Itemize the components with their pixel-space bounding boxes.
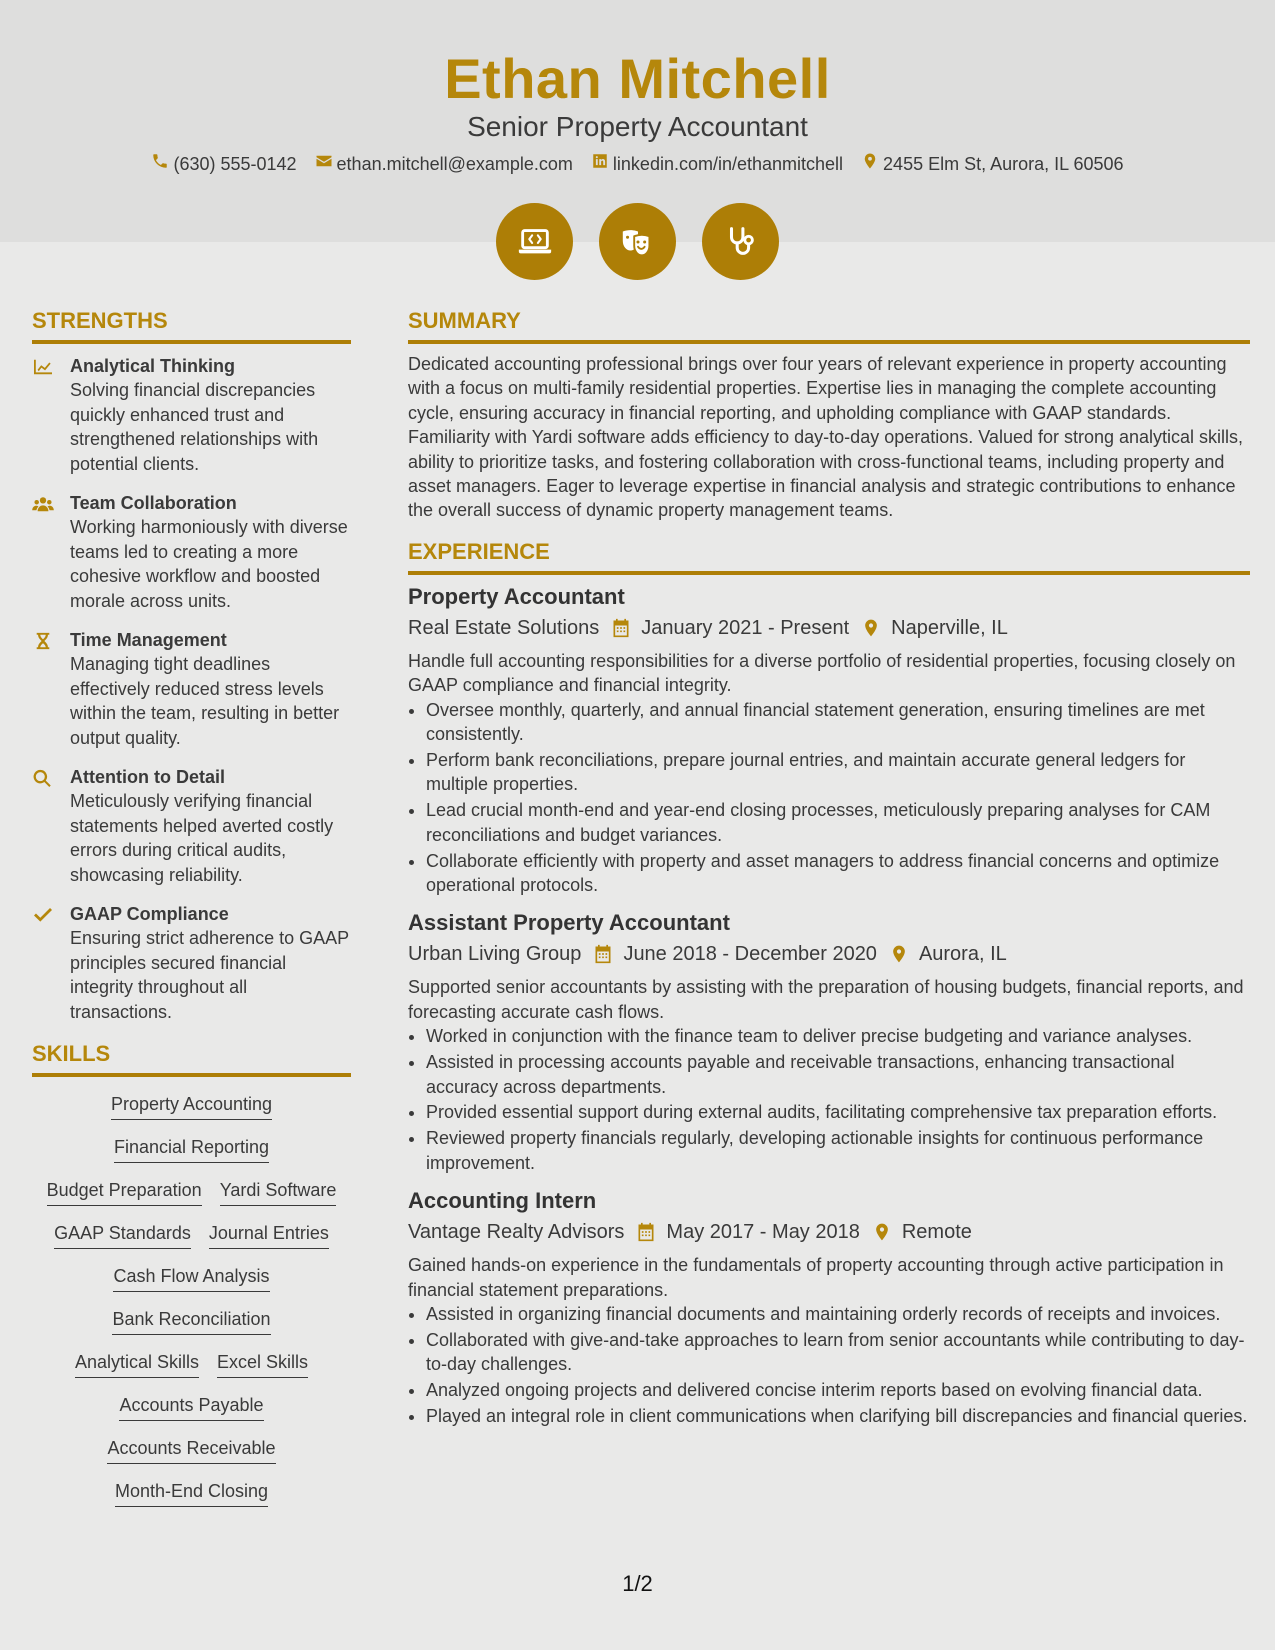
- skill-row: [32, 1478, 351, 1507]
- contact-email[interactable]: [315, 152, 573, 176]
- map-marker-icon: [889, 944, 909, 964]
- strength-title: Attention to Detail: [70, 767, 225, 787]
- bullet-item: • Oversee monthly, quarterly, and annual financial statement generation, ensuring timelines are met consistently.: [426, 698, 1250, 747]
- company-name: Real Estate Solutions: [408, 616, 600, 639]
- linkedin-icon: [591, 152, 609, 176]
- theater-masks-icon: [599, 203, 676, 280]
- job-meta: [408, 613, 1250, 643]
- job-dates: January 2021 - Present: [641, 616, 850, 639]
- bullet-item: • Analyzed ongoing projects and delivered concise interim reports based on evolving financial data.: [426, 1378, 1250, 1402]
- calendar-icon: [593, 944, 613, 964]
- skill-row: [32, 1435, 351, 1464]
- bullet-item: • Lead crucial month-end and year-end closing processes, meticulously preparing analyses for CAM reconciliations and budget variances.: [426, 798, 1250, 847]
- laptop-code-icon: [496, 203, 573, 280]
- skill-tag: Accounts Payable: [119, 1392, 263, 1421]
- users-icon: [32, 491, 56, 613]
- job-title: Assistant Property Accountant: [408, 910, 730, 936]
- bullet-item: • Assisted in organizing financial documents and maintaining orderly records of receipts and invoices.: [426, 1302, 1250, 1326]
- page-number: 1/2: [622, 1571, 653, 1596]
- candidate-title: Senior Property Accountant: [467, 111, 808, 142]
- skill-row: [32, 1177, 351, 1206]
- job-meta: [408, 1217, 1250, 1247]
- skill-tag: Financial Reporting: [114, 1134, 269, 1163]
- skill-tag: Excel Skills: [217, 1349, 308, 1378]
- job-dates: June 2018 - December 2020: [623, 943, 877, 966]
- address-text: 2455 Elm St, Aurora, IL 60506: [883, 154, 1124, 174]
- skill-tag: Property Accounting: [111, 1091, 272, 1120]
- summary-text: Dedicated accounting professional brings over four years of relevant experience in property accounting with a focus on multi-family residential properties. Expertise lies in managing the complete accounting cycle, ensuring accuracy in financial reporting, and upholding compliance with GAAP standards. Familiarity with Yardi software adds efficiency to day-to-day operations. Valued for strong analytical skills, ability to prioritize tasks, and fostering collaboration with cross-functional teams, including property and asset managers. Eager to leverage expertise in financial analysis and strategic contributions to enhance the overall success of dynamic property management teams.: [408, 354, 1244, 521]
- skill-tag: Accounts Receivable: [107, 1435, 275, 1464]
- strength-item: [32, 902, 351, 1024]
- job-meta: [408, 939, 1250, 969]
- strength-item: [32, 491, 351, 613]
- skill-row: [32, 1392, 351, 1421]
- strength-desc: Solving financial discrepancies quickly enhanced trust and strengthened relationships with potential clients.: [70, 380, 319, 474]
- job-bullets: [426, 1024, 1250, 1175]
- job-bullets: [426, 698, 1250, 898]
- job-entry: [408, 581, 1250, 898]
- skill-tag: GAAP Standards: [54, 1220, 191, 1249]
- job-bullets: [426, 1302, 1250, 1429]
- skill-row: [32, 1220, 351, 1249]
- strength-title: GAAP Compliance: [70, 904, 229, 924]
- strength-item: [32, 628, 351, 750]
- skill-row: [32, 1349, 351, 1378]
- bullet-item: • Perform bank reconciliations, prepare journal entries, and maintain accurate general ledgers for multiple properties.: [426, 748, 1250, 797]
- strengths-heading: STRENGTHS: [32, 306, 351, 344]
- skill-tag: Cash Flow Analysis: [113, 1263, 269, 1292]
- job-title: Property Accountant: [408, 583, 625, 609]
- strength-desc: Meticulously verifying financial statements helped averted costly errors during critical audits, showcasing reliability.: [70, 791, 334, 885]
- strength-title: Time Management: [70, 630, 227, 650]
- experience-heading: EXPERIENCE: [408, 537, 1250, 575]
- map-marker-icon: [872, 1222, 892, 1242]
- hourglass-icon: [32, 628, 56, 750]
- right-column: [408, 306, 1250, 1430]
- job-entry: [408, 907, 1250, 1175]
- strength-title: Team Collaboration: [70, 493, 237, 513]
- phone-icon: [151, 152, 169, 176]
- job-entry: [408, 1185, 1250, 1428]
- email-text[interactable]: ethan.mitchell@example.com: [336, 154, 573, 174]
- job-description: Handle full accounting responsibilities for a diverse portfolio of residential properties, focusing closely on GAAP compliance and financial integrity.: [408, 650, 1236, 696]
- linkedin-text[interactable]: linkedin.com/in/ethanmitchell: [612, 154, 844, 174]
- search-icon: [32, 765, 56, 887]
- bullet-item: • Collaborated with give-and-take approaches to learn from senior accountants while contributing to day-to-day challenges.: [426, 1328, 1250, 1377]
- skill-tag: Bank Reconciliation: [112, 1306, 270, 1335]
- skill-tag: Month-End Closing: [115, 1478, 268, 1507]
- envelope-icon: [315, 152, 333, 176]
- skill-tag: Yardi Software: [220, 1177, 337, 1206]
- bullet-item: • Provided essential support during external audits, facilitating comprehensive tax preparation efforts.: [426, 1100, 1250, 1124]
- job-location: Remote: [901, 1221, 972, 1244]
- calendar-icon: [611, 618, 631, 638]
- strength-desc: Working harmoniously with diverse teams led to creating a more cohesive workflow and boosted morale across units.: [70, 517, 348, 611]
- check-icon: [32, 902, 56, 1024]
- bullet-item: • Collaborate efficiently with property and asset managers to address financial concerns and optimize operational protocols.: [426, 849, 1250, 898]
- strength-desc: Ensuring strict adherence to GAAP principles secured financial integrity throughout all transactions.: [70, 928, 349, 1022]
- candidate-name: Ethan Mitchell: [444, 47, 831, 110]
- skills-heading: SKILLS: [32, 1039, 351, 1077]
- skill-tag: Budget Preparation: [47, 1177, 202, 1206]
- badge-icons: [0, 203, 1275, 280]
- strength-title: Analytical Thinking: [70, 356, 236, 376]
- bullet-item: • Reviewed property financials regularly, developing actionable insights for continuous performance improvement.: [426, 1126, 1250, 1175]
- bullet-item: • Played an integral role in client communications when clarifying bill discrepancies and financial queries.: [426, 1404, 1250, 1428]
- strengths-list: [32, 354, 351, 1024]
- strength-item: [32, 765, 351, 887]
- map-marker-icon: [861, 152, 879, 176]
- job-description: Gained hands-on experience in the fundamentals of property accounting through active participation in financial statement preparations.: [408, 1255, 1224, 1300]
- company-name: Urban Living Group: [408, 943, 582, 966]
- bullet-item: • Assisted in processing accounts payable and receivable transactions, enhancing transactional accuracy across departments.: [426, 1050, 1250, 1099]
- contact-phone: [151, 152, 296, 176]
- skill-row: [32, 1263, 351, 1292]
- phone-text: (630) 555-0142: [173, 154, 297, 174]
- stethoscope-icon: [702, 203, 779, 280]
- skill-tag: Analytical Skills: [75, 1349, 199, 1378]
- summary-heading: SUMMARY: [408, 306, 1250, 344]
- contact-bar: [0, 152, 1275, 176]
- calendar-icon: [636, 1222, 656, 1242]
- job-description: Supported senior accountants by assisting with the preparation of housing budgets, financial reports, and forecasting accurate cash flows.: [408, 977, 1244, 1022]
- skills-list: [32, 1091, 351, 1507]
- strength-desc: Managing tight deadlines effectively reduced stress levels within the team, resulting in better output quality.: [70, 654, 340, 748]
- contact-address: [861, 152, 1124, 176]
- left-column: [32, 306, 351, 1507]
- strength-item: [32, 354, 351, 476]
- company-name: Vantage Realty Advisors: [408, 1221, 625, 1244]
- skill-row: [32, 1091, 351, 1120]
- contact-linkedin[interactable]: [591, 152, 843, 176]
- job-dates: May 2017 - May 2018: [666, 1221, 860, 1244]
- job-location: Aurora, IL: [918, 943, 1007, 966]
- bullet-item: • Worked in conjunction with the finance team to deliver precise budgeting and variance analyses.: [426, 1024, 1250, 1048]
- skill-tag: Journal Entries: [209, 1220, 329, 1249]
- job-title: Accounting Intern: [408, 1188, 597, 1214]
- skill-row: [32, 1306, 351, 1335]
- map-marker-icon: [861, 618, 881, 638]
- job-location: Naperville, IL: [891, 616, 1008, 639]
- skill-row: [32, 1134, 351, 1163]
- chart-line-icon: [32, 354, 56, 476]
